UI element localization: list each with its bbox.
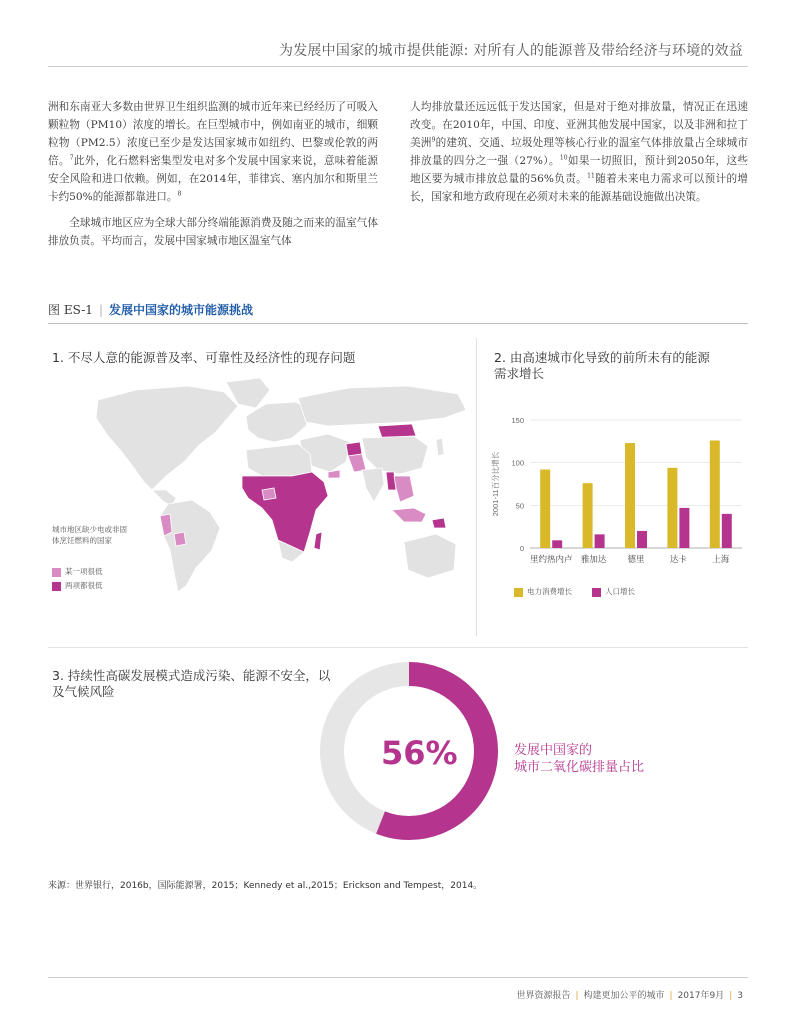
chart-legend-item: 人口增长 — [592, 586, 635, 597]
x-tick-label: 德里 — [627, 555, 645, 565]
bar-electricity-growth — [667, 468, 677, 548]
panel-divider-horizontal — [48, 647, 748, 648]
bar-chart — [486, 410, 748, 610]
x-tick-label: 上海 — [712, 555, 730, 565]
header-rule — [48, 66, 748, 67]
x-tick-label: 雅加达 — [580, 555, 607, 565]
panel2-title: 2. 由高速城市化导致的前所未有的能源需求增长 — [494, 350, 710, 381]
figure-source: 来源：世界银行，2016b，国际能源署，2015；Kennedy et al.,2015；Erickson and Tempest，2014。 — [48, 881, 483, 891]
figure-number: 图 ES-1 — [48, 303, 93, 317]
world-map — [48, 372, 472, 608]
paragraph: 洲和东南亚大多数由世界卫生组织监测的城市近年来已经经历了可吸入颗粒物（PM10）浓度的增长。在巨型城市中，例如南亚的城市，细颗粒物（PM2.5）浓度已至少是发达国家城市如纽约、巴黎或伦敦的两倍。$^7$此外，化石燃料密集型发电对多个发展中国家来说，意味着能源安全风险和进口依赖。例如，在2014年，菲律宾、塞内加尔和斯里兰卡约50%的能源都靠进口。$^8$ — [48, 101, 379, 203]
y-tick-label: 150 — [511, 416, 524, 425]
panel1-title: 1. 不尽人意的能源普及率、可靠性及经济性的现存问题 — [52, 350, 356, 365]
legend-swatch — [52, 568, 61, 577]
map-legend-title: 城市地区缺少电或非固体烹饪燃料的国家 — [52, 525, 127, 545]
map-russia — [298, 386, 466, 426]
figure-separator: | — [98, 303, 103, 317]
body-column-right — [410, 98, 748, 206]
donut-caption: 发展中国家的 城市二氧化碳排量占比 — [514, 743, 645, 775]
legend-swatch — [52, 582, 61, 591]
map-japan — [436, 438, 444, 456]
y-tick-label: 0 — [519, 544, 524, 553]
y-axis-label: 2001-11百分比增长 — [491, 451, 500, 517]
map-indonesia — [392, 508, 426, 522]
page-number: 3 — [737, 991, 743, 1001]
panel3-title: 3. 持续性高碳发展模式造成污染、能源不安全，以及气候风险 — [52, 668, 331, 699]
bar-population-growth — [679, 508, 689, 548]
bar-population-growth — [637, 531, 647, 548]
paragraph: 全球城市地区应为全球大部分终端能源消费及随之而来的温室气体排放负责。平均而言，发展中国家城市地区温室气体 — [48, 217, 378, 247]
bar-population-growth — [552, 540, 562, 548]
map-peru — [160, 514, 172, 536]
running-title: 为发展中国家的城市提供能源: 对所有人的能源普及带给经济与环境的效益 — [279, 43, 743, 59]
map-north-africa — [246, 444, 312, 476]
figure-title: 发展中国家的城市能源挑战 — [108, 303, 253, 317]
legend-swatch — [592, 588, 601, 597]
map-afghanistan — [346, 442, 362, 456]
map-bolivia — [174, 532, 186, 546]
map-pakistan — [348, 454, 366, 472]
page-footer: 世界资源报告 | 构建更加公平的城市 | 2017年9月 | 3 — [516, 991, 743, 1001]
y-tick-label: 100 — [511, 458, 524, 468]
map-india — [362, 468, 384, 502]
bar-electricity-growth — [583, 483, 593, 548]
map-australia — [404, 534, 456, 578]
bar-electricity-growth — [540, 469, 550, 548]
map-png — [432, 518, 446, 528]
bar-electricity-growth — [710, 440, 720, 548]
x-tick-label: 达卡 — [669, 555, 687, 565]
x-tick-label: 里约热内卢 — [529, 555, 573, 565]
map-legend-item: 某一项很低 — [52, 566, 103, 577]
footer-date: 2017年9月 — [677, 991, 725, 1001]
footer-series: 构建更加公平的城市 — [583, 991, 665, 1001]
bar-electricity-growth — [625, 443, 635, 548]
map-legend-item: 两项都很低 — [52, 580, 103, 591]
map-china — [362, 436, 428, 474]
figure-label — [48, 301, 253, 318]
footer-rule — [48, 977, 748, 978]
chart-legend-item: 电力消费增长 — [514, 586, 572, 597]
body-column-left — [48, 98, 378, 250]
paragraph: 人均排放量还远远低于发达国家，但是对于绝对排放量，情况正在迅速改变。在2010年，中国、印度、亚洲其他发展中国家，以及非洲和拉丁美洲$^9$的建筑、交通、垃圾处理等核心行业的温室气体排放量占全球城市排放量的四分之一强（27%）。$^{10}$如果一切照旧，预计到2050年，这些地区要为城市排放总量的56%负责。$^{11}$随着未来电力需求可以预计的增长，国家和地方政府现在必须对未来的能源基础设施做出决策。 — [410, 101, 749, 203]
legend-swatch — [514, 588, 523, 597]
footer-publisher: 世界资源报告 — [516, 991, 571, 1001]
bar-population-growth — [722, 514, 732, 548]
panel-divider-vertical — [476, 338, 477, 636]
map-north-america — [96, 386, 238, 490]
y-tick-label: 50 — [515, 501, 524, 511]
map-se-asia — [394, 476, 414, 502]
figure-rule — [48, 323, 748, 324]
bar-population-growth — [595, 534, 605, 548]
map-africa-partial — [262, 488, 276, 500]
donut-percent: 56% — [381, 734, 458, 772]
map-madagascar — [314, 532, 322, 550]
